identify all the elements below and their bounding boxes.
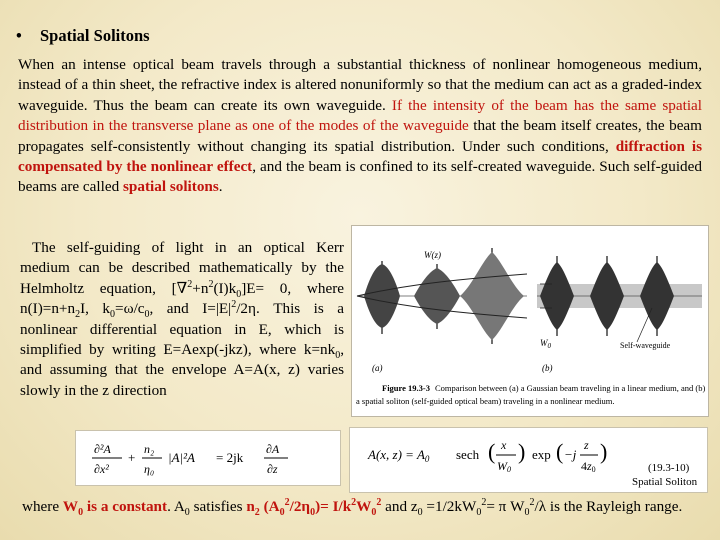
p3-sub: 0	[476, 507, 482, 519]
p3-text: /λ is the Rayleigh range.	[534, 498, 683, 515]
p2-text: , and assuming that the envelope A=A(x, z) varies slowly in the z direction	[20, 341, 344, 399]
paragraph-3	[22, 497, 712, 517]
p2-text: The self-guiding of light in an optical Kerr medium can be described mathematically by the Helmholtz equation, [	[20, 239, 344, 297]
label-self-waveguide: Self-waveguide	[620, 341, 671, 350]
p2-text: , and I=|E|	[149, 300, 232, 318]
beam-profile	[460, 252, 524, 340]
slide-heading	[16, 26, 150, 46]
equation-2-graphic	[350, 428, 707, 492]
eq2-caption: Spatial Soliton	[632, 476, 698, 488]
p3-text: =1/2kW	[422, 498, 477, 515]
p2-text: I, k	[80, 300, 111, 318]
eq1-eta0: η₀	[144, 462, 155, 476]
heading-text: Spatial Solitons	[40, 26, 150, 45]
p3-sup: 2	[481, 496, 487, 508]
eq1-dz: ∂z	[267, 462, 278, 476]
eq2-z: z	[584, 438, 589, 452]
p1-text-4: .	[218, 178, 223, 196]
soliton-profile	[640, 262, 674, 330]
eq2-4z0: 4z0	[581, 459, 596, 474]
p2-sub: 0	[110, 309, 116, 321]
paragraph-1	[18, 55, 702, 198]
eq1-numerator: ∂²A	[94, 442, 111, 456]
p2-sub: 0	[335, 350, 341, 362]
eq1-n2: n₂	[144, 442, 155, 456]
p3-sub: 0	[184, 507, 190, 519]
p3-text: = π W	[486, 498, 525, 515]
p3-text: where	[22, 498, 63, 515]
p1-red-3: spatial solitons	[123, 178, 219, 196]
beam-profile	[414, 268, 460, 324]
spatial-soliton-equation	[349, 427, 708, 493]
p3-text: and z	[381, 498, 418, 515]
eq2-paren: (	[488, 439, 496, 464]
eq2-paren: )	[600, 439, 608, 464]
p2-text: /2η. This is a nonlinear differential equation in E, which is simplified by writing E=Aexp(-jkz), where k=nk	[20, 300, 344, 359]
equation-1-graphic	[76, 431, 340, 485]
p2-sub: 0	[236, 288, 242, 300]
p2-text: (I)k	[213, 279, 237, 297]
paragraph-2	[20, 238, 344, 401]
eq2-exp: exp	[532, 447, 551, 462]
p3-sub: 0	[417, 507, 423, 519]
figure-caption-line1: Figure 19.3-3 Comparison between (a) a Gaussian beam traveling in a linear medium, and (b)	[382, 383, 706, 393]
bullet: •	[16, 26, 22, 45]
beam-profile	[364, 264, 400, 328]
p2-sub: 0	[144, 309, 150, 321]
eq2-lhs: A(x, $z) = A_0$	[368, 447, 430, 464]
figure-illustration	[352, 226, 708, 416]
eq1-eq: = 2jk	[216, 450, 244, 465]
p1-red-1: If the intensity of the beam has the same spatial distribution in the transverse plane as one of the modes of the waveguide	[18, 96, 702, 135]
p3-sub: 0	[524, 507, 530, 519]
p2-sup: 2	[187, 278, 193, 290]
p1-text-2: that the beam itself creates, the beam propagates self-consistently without changing its spatial distribution. Under such conditions,	[18, 117, 702, 155]
p3-sup: 2	[529, 496, 535, 508]
eq1-denominator: ∂x²	[94, 462, 109, 476]
p2-sup: 2	[231, 299, 237, 311]
p3-text: . A	[167, 498, 185, 515]
eq2-number: (19.3-10)	[648, 462, 690, 474]
eq2-w0: W0	[497, 459, 511, 474]
eq1-mid: |A|²A	[168, 450, 195, 465]
soliton-profile	[540, 262, 574, 330]
label-w0: $W_0$	[540, 338, 551, 350]
p2-text: =ω/c	[115, 300, 145, 318]
p3-text: satisfies	[189, 498, 247, 515]
p1-text-1: When an intense optical beam travels through a substantial thickness of nonlinear homogeneous medium, instead of a thin sheet, the refractive index is altered nonuniformly so that the medium can act as a graded-index waveguide. Thus the beam can create its own waveguide.	[18, 56, 702, 114]
p1-text-3: , and the beam is confined to its self-created waveguide. Such self-guided beams are called	[18, 158, 702, 196]
p2-sup: 2	[208, 278, 214, 290]
label-b: (b)	[542, 363, 553, 373]
figure-caption-line2: a spatial soliton (self-guided optical beam) traveling in a nonlinear medium.	[356, 396, 615, 406]
eq1-dA: ∂A	[266, 442, 280, 456]
label-a: (a)	[372, 363, 383, 373]
soliton-figure	[351, 225, 709, 417]
nonlinear-paraxial-equation	[75, 430, 341, 486]
gaussian-beam-panel	[357, 248, 527, 373]
p2-text: ]E= 0, where n(I)=n+n	[20, 279, 344, 318]
label-w: W(z)	[424, 250, 441, 260]
p1-red-2: diffraction is compensated by the nonlinear effect	[18, 137, 702, 176]
eq2-sech: sech	[456, 447, 480, 462]
eq2-minusj: −j	[564, 447, 577, 462]
eq2-paren: )	[518, 439, 526, 464]
eq1-plus: +	[128, 450, 136, 465]
p3-red-w0: $W_0$ is a constant	[62, 498, 168, 519]
eq2-x: x	[501, 438, 507, 452]
eq2-paren: (	[556, 439, 564, 464]
nabla-symbol: ∇	[176, 279, 188, 297]
soliton-beam-panel	[537, 256, 702, 373]
p2-text: +n	[192, 279, 209, 297]
p3-red-relation: $n_2$ $(A_0^2/2\eta_0)= I/k^2W_0^2$	[246, 496, 382, 519]
p2-sub: 2	[75, 309, 81, 321]
soliton-profile	[590, 262, 624, 330]
